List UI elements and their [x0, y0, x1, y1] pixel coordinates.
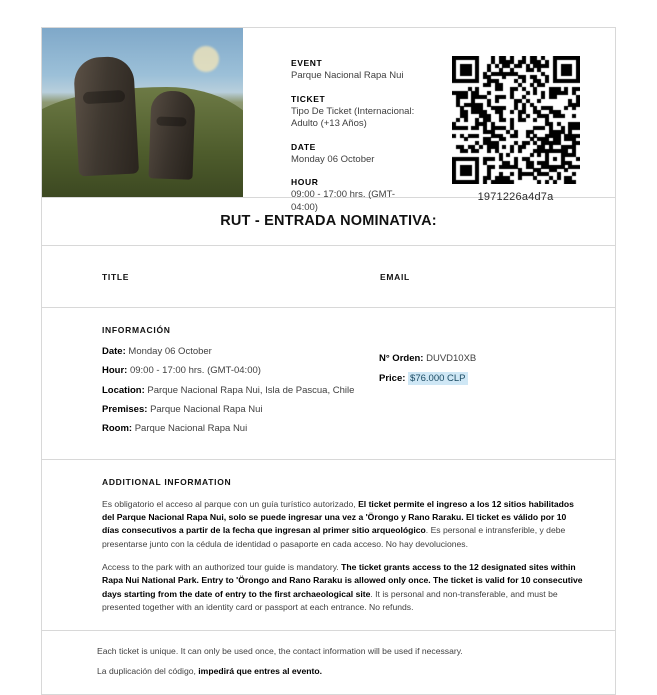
title-field: [102, 272, 380, 282]
sun-decoration: [193, 46, 219, 72]
footer-line-2: [97, 665, 585, 678]
hour-label: HOUR: [291, 177, 319, 188]
info-premises-row: [102, 404, 591, 416]
qr-code-icon: [452, 56, 580, 184]
nominative-fields: [42, 246, 615, 308]
footer-line-2-normal: La duplicación del código,: [97, 665, 199, 676]
hour-value: 09:00 - 17:00 hrs. (GMT-04:00): [291, 189, 396, 213]
additional-es-bold: El ticket permite el ingreso a los 12 sitios habilitados del Parque Nacional Rapa Nui, solo se puede ingresar una vez a 'Örongo y Rano Raraku. El ticket es válido por 10 días consecutivos a partir de la fecha que ingresan al primer sitio arqueológico: [102, 498, 574, 536]
info-date-value: Monday 06 October: [128, 346, 212, 357]
info-order-value: DUVD10XB: [426, 353, 477, 364]
additional-en-bold: The ticket grants access to the 12 designated sites within Rapa Nui National Park. Entry to 'Örongo and Rano Raraku is allowed only once. The ticket is valid for 10 consecutive days starting from the date of entry to the first archaeological site: [102, 561, 583, 599]
additional-es-part1: Es obligatorio el acceso al parque con un guía turístico autorizado,: [102, 498, 359, 509]
hill-decoration: [42, 87, 243, 197]
ticket-footer: [42, 631, 615, 694]
informacion-section: [42, 308, 615, 460]
additional-heading: ADDITIONAL INFORMATION: [102, 476, 232, 487]
additional-es-part2: . Es personal e intransferible, y debe presentarse junto con la cédula de identidad o pasaporte en cada acceso. No hay devoluciones.: [102, 525, 566, 549]
hour-field: [291, 177, 420, 214]
informacion-heading: INFORMACIÓN: [102, 325, 171, 335]
event-label: EVENT: [291, 58, 323, 68]
additional-paragraph-en: [102, 561, 585, 614]
info-order-row: [379, 353, 476, 365]
ticket-header: [42, 28, 615, 213]
event-details: [243, 28, 430, 213]
event-photo: [42, 28, 243, 197]
info-premises-label: Premises:: [102, 404, 148, 416]
additional-paragraph-es: [102, 498, 585, 551]
ticket-type-field: [291, 94, 420, 131]
additional-en-part2: . It is personal and non-transferable, and must be presented together with an identity card or passport at each entrance. No refunds.: [102, 588, 558, 612]
info-hour-row: [102, 365, 591, 377]
additional-en-part1: Access to the park with an authorized tour guide is mandatory.: [102, 561, 342, 572]
event-value: Parque Nacional Rapa Nui: [291, 70, 404, 81]
email-field: [380, 272, 410, 282]
footer-line-1: Each ticket is unique. It can only be used once, the contact information will be used if necessary.: [97, 646, 463, 657]
info-date-label: Date:: [102, 346, 126, 357]
date-label: DATE: [291, 141, 316, 152]
info-price-value: $76.000 CLP: [410, 373, 466, 385]
info-date-row: [102, 346, 591, 358]
title-label: TITLE: [102, 271, 130, 282]
info-price-label: Price:: [379, 373, 406, 385]
rut-title: RUT - ENTRADA NOMINATIVA:: [220, 213, 437, 229]
info-room-row: [102, 423, 591, 435]
info-location-value: Parque Nacional Rapa Nui, Isla de Pascua, Chile: [147, 384, 355, 396]
additional-information-section: [42, 460, 615, 632]
date-field: [291, 142, 420, 167]
event-field: [291, 58, 420, 83]
info-location-label: Location:: [102, 384, 145, 396]
ticket-card: [41, 27, 616, 695]
ticket-type-label: TICKET: [291, 93, 326, 104]
info-hour-label: Hour:: [102, 365, 128, 377]
date-value: Monday 06 October: [291, 153, 375, 165]
info-premises-value: Parque Nacional Rapa Nui: [150, 404, 263, 416]
qr-section: [430, 28, 615, 203]
moai-statue-right: [148, 90, 195, 179]
info-location-row: [102, 385, 591, 397]
footer-line-2-bold: impedirá que entres al evento.: [198, 665, 322, 676]
ticket-type-value: Tipo De Ticket (Internacional: Adulto (+13 Años): [291, 105, 415, 130]
qr-code-text: 1971226a4d7a: [477, 191, 554, 203]
info-order-label: N° Orden:: [379, 353, 424, 364]
info-room-label: Room:: [102, 423, 133, 435]
info-room-value: Parque Nacional Rapa Nui: [134, 423, 248, 435]
moai-statue-left: [73, 56, 139, 177]
info-price-row: [379, 373, 476, 385]
informacion-right-column: [379, 353, 476, 394]
info-hour-value: 09:00 - 17:00 hrs. (GMT-04:00): [129, 365, 261, 377]
email-label: EMAIL: [380, 271, 410, 282]
